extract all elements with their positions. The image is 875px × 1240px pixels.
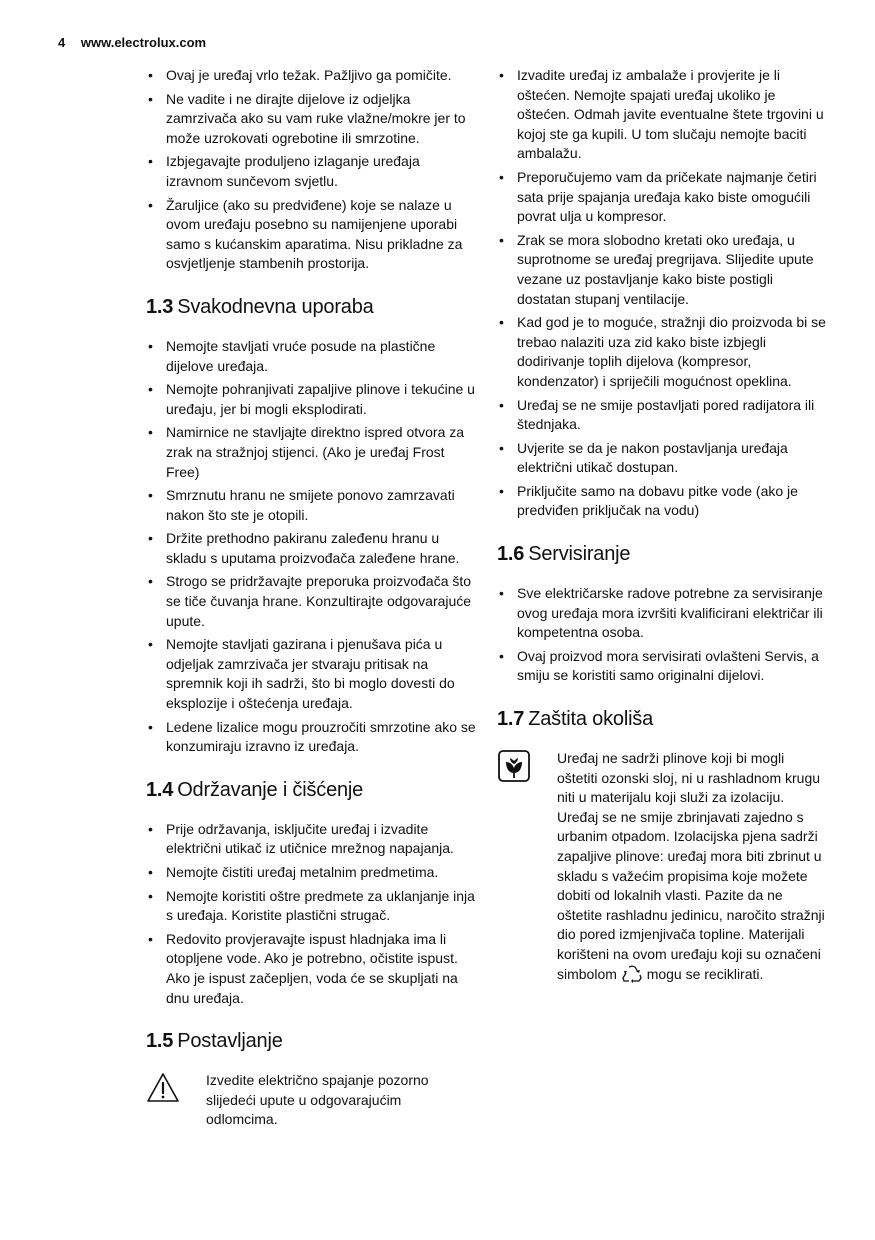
list-item: • Uređaj se ne smije postavljati pored radijatora ili štednjaka. (497, 396, 827, 435)
warning-note-text: Izvedite električno spajanje pozorno slijedeći upute u odgovarajućim odlomcima. (206, 1072, 429, 1128)
section-title: Postavljanje (177, 1030, 283, 1053)
list-item: • Žaruljice (ako su predviđene) koje se nalaze u ovom uređaju posebno su namijenjene uporabi samo s kućanskim aparatima. Nisu prikladne za osvjetljenje stambenih prostorija. (146, 196, 476, 274)
installation-warning-note (146, 1071, 476, 1130)
list-item: • Ledene lizalice mogu prouzročiti smrzotine ako se konzumiraju izravno iz uređaja. (146, 718, 476, 757)
section-heading-1-4 (146, 779, 476, 802)
list-item: • Strogo se pridržavajte preporuka proizvođača što se tiče čuvanja hrane. Konzultirajte odgovarajuće upute. (146, 572, 476, 631)
list-item: • Redovito provjeravajte ispust hladnjaka ima li otopljene vode. Ako je potrebno, očistite ispust. Ako je ispust začepljen, voda će se skupljati na dnu uređaja. (146, 930, 476, 1008)
installation-list (497, 66, 827, 521)
section-heading-1-7 (497, 708, 827, 731)
section-number: 1.3 (146, 295, 174, 318)
list-item: • Nemojte pohranjivati zapaljive plinove i tekućine u uređaju, jer bi mogli eksplodirati. (146, 380, 476, 419)
list-item: • Nemojte čistiti uređaj metalnim predmetima. (146, 863, 476, 883)
environment-note-body: Uređaj ne sadrži plinove koji bi mogli oštetiti ozonski sloj, ni u rashladnom krugu niti u materijalu koji služi za izolaciju. Uređaj se ne smije zbrinjavati zajedno s urbanim otpadom. Izolacijska pjena sadrži zapaljive plinove: uređaj mora biti zbrinut u skladu s važećim propisima koje možete dobiti od lokalnih vlasti. Pazite da ne oštetite rashladnu jedinicu, naročito stražnji dio pored izmjenjivača topline. Materijali korišteni na ovom uređaju koji su označeni simbolom (557, 750, 825, 982)
section-number: 1.4 (146, 778, 174, 801)
list-item: • Nemojte stavljati gazirana i pjenušava pića u odjeljak zamrzivača jer stvaraju pritisak na spremnik koji ih sadrži, što bi moglo dovesti do eksplozije i oštećenja uređaja. (146, 635, 476, 713)
list-item: • Izbjegavajte produljeno izlaganje uređaja izravnom sunčevom svjetlu. (146, 152, 476, 191)
list-item: • Smrznutu hranu ne smijete ponovo zamrzavati nakon što ste je otopili. (146, 486, 476, 525)
list-item: • Prije održavanja, isključite uređaj i izvadite električni utikač iz utičnice mrežnog napajanja. (146, 820, 476, 859)
section-heading-1-3 (146, 296, 476, 319)
right-column (497, 66, 827, 984)
section-heading-1-5 (146, 1030, 476, 1053)
list-item: • Zrak se mora slobodno kretati oko uređaja, u suprotnome se uređaj pregrijava. Slijedite upute vezane uz postavljanje kako biste postigli dostatan stupanj ventilacije. (497, 231, 827, 309)
left-column (146, 66, 476, 1130)
section-number: 1.5 (146, 1030, 174, 1053)
maintenance-list (146, 820, 476, 1008)
daily-use-list (146, 337, 476, 757)
section-title: Svakodnevna uporaba (177, 295, 374, 318)
list-item: • Izvadite uređaj iz ambalaže i provjerite je li oštećen. Nemojte spajati uređaj ukoliko je oštećen. Odmah javite eventualne štete trgovini u kojoj ste ga kupili. U tom slučaju nemojte baciti ambalažu. (497, 66, 827, 164)
section-number: 1.7 (497, 708, 525, 731)
list-item: • Nemojte koristiti oštre predmete za uklanjanje inja s uređaja. Koristite plastični strugač. (146, 887, 476, 926)
section-title: Zaštita okoliša (528, 708, 654, 731)
list-item: • Priključite samo na dobavu pitke vode (ako je predviđen priključak na vodu) (497, 482, 827, 521)
section-number: 1.6 (497, 543, 525, 566)
website-link[interactable]: www.electrolux.com (80, 35, 207, 50)
environment-note-tail: mogu se reciklirati. (646, 965, 764, 982)
list-item: • Ovaj proizvod mora servisirati ovlašteni Servis, a smiju se koristiti samo originalni dijelovi. (497, 647, 827, 686)
section-title: Servisiranje (528, 543, 631, 566)
environment-note (497, 749, 827, 984)
environment-icon (497, 749, 531, 783)
section-heading-1-6 (497, 543, 827, 566)
page-header (58, 35, 206, 50)
list-item: • Držite prethodno pakiranu zaleđenu hranu u skladu s uputama proizvođača zaleđene hrane. (146, 529, 476, 568)
list-item: • Nemojte stavljati vruće posude na plastične dijelove uređaja. (146, 337, 476, 376)
environment-note-text (557, 749, 827, 984)
list-item: • Sve električarske radove potrebne za servisiranje ovog uređaja mora izvršiti kvalificirani električar ili kompetentna osoba. (497, 584, 827, 643)
list-item: • Namirnice ne stavljajte direktno ispred otvora za zrak na stražnjoj stijenci. (Ako je uređaj Frost Free) (146, 423, 476, 482)
list-item: • Kad god je to moguće, stražnji dio proizvoda bi se trebao nalaziti uza zid kako biste izbjegli dodirivanje toplih dijelova (kompresor, kondenzator) i spriječili mogućnost opeklina. (497, 313, 827, 391)
list-item: • Preporučujemo vam da pričekate najmanje četiri sata prije spajanja uređaja kako biste omogućili povrat ulja u kompresor. (497, 168, 827, 227)
section-title: Održavanje i čišćenje (177, 778, 364, 801)
intro-list (146, 66, 476, 274)
service-list (497, 584, 827, 686)
warning-icon (146, 1071, 180, 1105)
list-item: • Ovaj je uređaj vrlo težak. Pažljivo ga pomičite. (146, 66, 476, 86)
list-item: • Uvjerite se da je nakon postavljanja uređaja električni utikač dostupan. (497, 439, 827, 478)
page-number: 4 (58, 35, 66, 50)
recycle-icon (621, 965, 643, 983)
list-item: • Ne vadite i ne dirajte dijelove iz odjeljka zamrzivača ako su vam ruke vlažne/mokre jer to može uzrokovati ogrebotine ili smrzotine. (146, 90, 476, 149)
